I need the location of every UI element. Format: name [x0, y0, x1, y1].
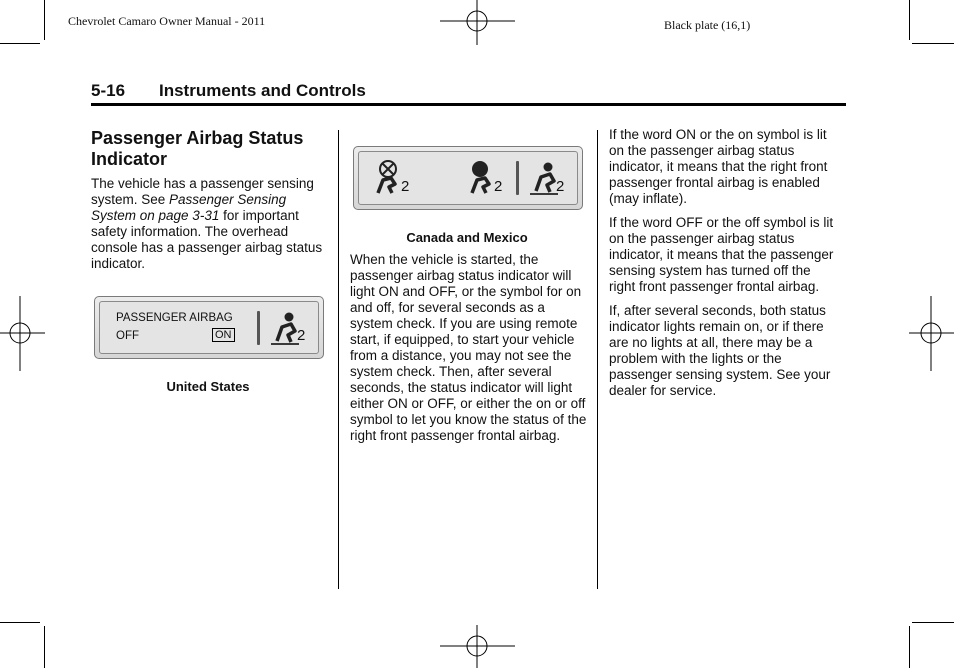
crop-mark [912, 622, 954, 623]
indicator-icon-number: 2 [297, 327, 306, 344]
seat-icon-number: 2 [556, 178, 565, 195]
intro-text-2: for important safety information. The overhead console has a passenger airbag status indicator. [91, 208, 323, 271]
canada-mexico-indicator-figure [353, 146, 583, 210]
crop-mark [0, 43, 40, 44]
crop-mark [909, 0, 910, 40]
indicator-line-1: PASSENGER AIRBAG [116, 312, 233, 324]
airbag-off-icon [372, 160, 404, 196]
on-indicator-paragraph: If the word ON or the on symbol is lit on the passenger airbag status indicator, it means that the right front passenger frontal airbag is enabled (may inflate). [609, 127, 828, 206]
column-divider [597, 130, 598, 589]
crop-mark [0, 622, 40, 623]
crop-mark [44, 626, 45, 668]
indicator-separator [516, 161, 519, 195]
registration-mark-top [440, 0, 515, 45]
crop-mark [909, 626, 910, 668]
manual-title: Chevrolet Camaro Owner Manual - 2011 [68, 14, 266, 28]
indicator-off-label: OFF [116, 330, 139, 342]
airbag-on-icon-number: 2 [494, 178, 503, 195]
plate-label: Black plate (16,1) [664, 18, 751, 32]
section-number: 5-16 [91, 81, 126, 100]
crop-mark [912, 43, 954, 44]
column-3 [609, 127, 835, 407]
cross-reference-link[interactable]: Passenger Sensing System on page 3-31 [91, 192, 287, 223]
section-title: Instruments and Controls [159, 81, 366, 100]
indicator-on-label: ON [212, 328, 235, 342]
registration-mark-left [0, 296, 45, 371]
crop-mark [44, 0, 45, 40]
us-indicator-figure [94, 296, 324, 359]
figure-caption-canada-mexico: Canada and Mexico [406, 230, 528, 245]
fault-paragraph: If, after several seconds, both status indicator lights remain on, or if there are no lights at all, there may be a problem with the lights or the passenger sensing system. See your dealer for service. [609, 303, 831, 398]
intro-paragraph [91, 176, 327, 272]
intro-text-1: The vehicle has a passenger sensing system. See [91, 176, 314, 207]
page-title: Passenger Airbag Status Indicator [91, 128, 304, 169]
section-header [91, 81, 846, 106]
indicator-separator [257, 311, 260, 345]
registration-mark-right [909, 296, 954, 371]
column-divider [338, 130, 339, 589]
system-check-paragraph: When the vehicle is started, the passenger airbag status indicator will light ON and OFF, or the symbol for on and off, for several seconds as a system check. If you are using remote start, if equipped, to start your vehicle from a distance, you may not see the system check. Then, after several seconds, the status indicator will light either ON or OFF, or either the on or off symbol to let you know the status of the right front passenger frontal airbag. [350, 252, 587, 443]
airbag-off-icon-number: 2 [401, 178, 410, 195]
figure-caption-us: United States [166, 379, 250, 394]
off-indicator-paragraph: If the word OFF or the off symbol is lit on the passenger airbag status indicator, it means that the passenger sensing system has turned off the right front passenger frontal airbag. [609, 215, 834, 294]
column-1 [91, 128, 327, 272]
registration-mark-bottom [440, 625, 515, 668]
